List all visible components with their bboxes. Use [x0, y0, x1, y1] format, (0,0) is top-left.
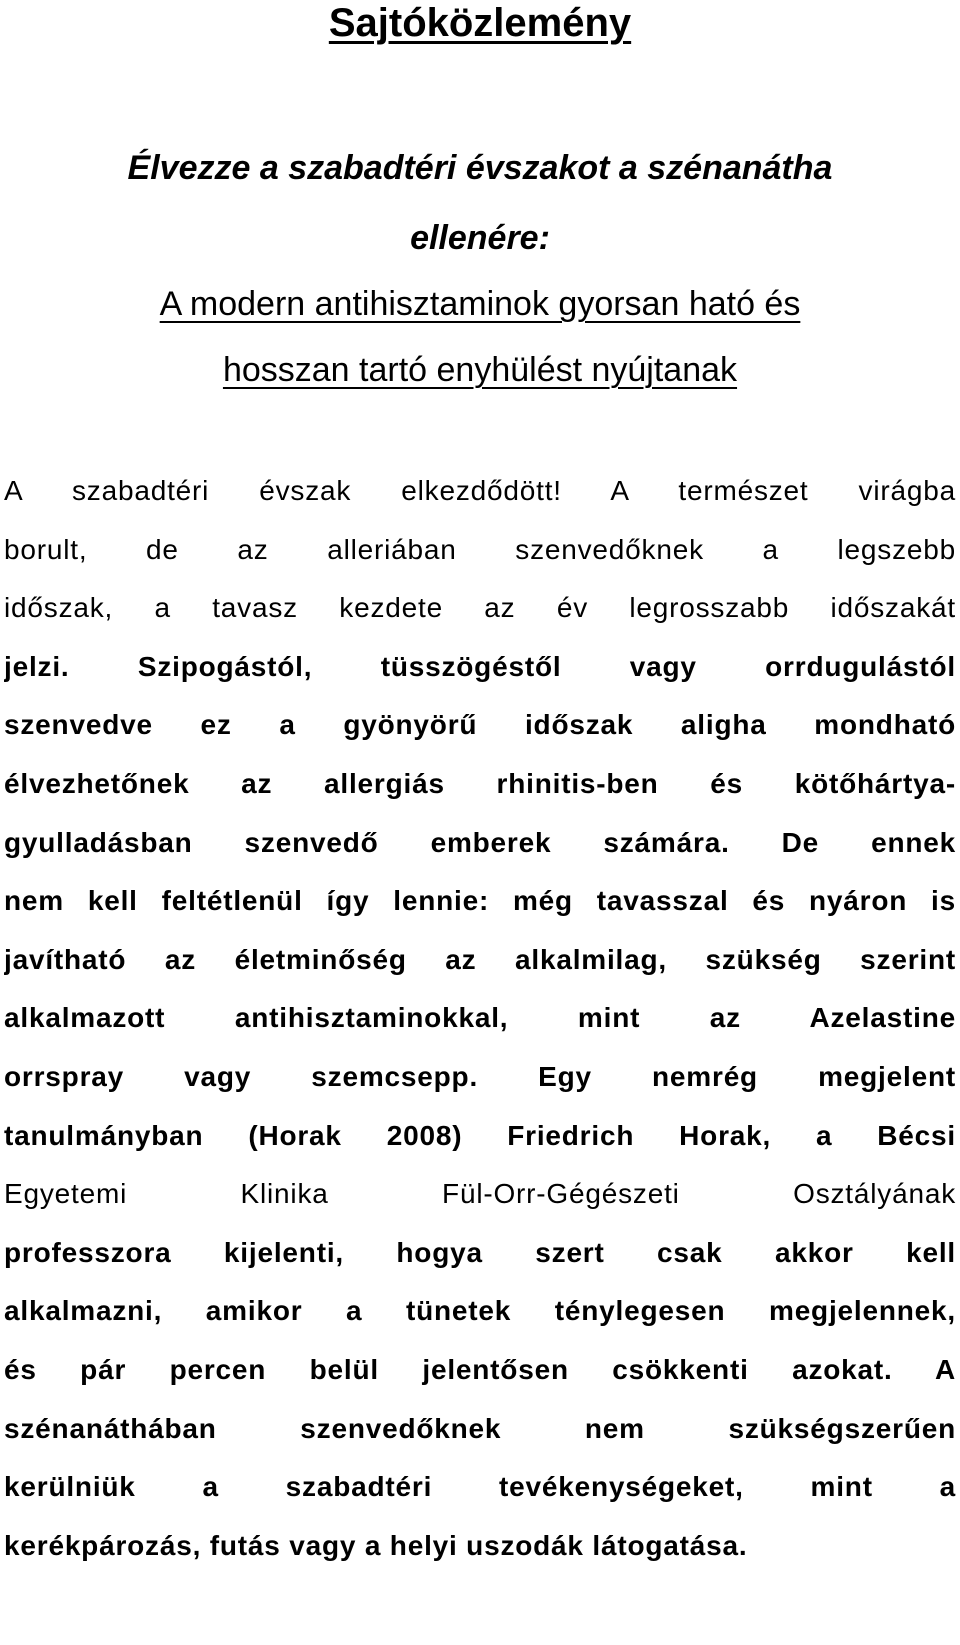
body-line: A szabadtéri évszak elkezdődött! A természet virágba [4, 475, 956, 506]
body-line: kerülniük a szabadtéri tevékenységeket, mint a [4, 1471, 956, 1503]
body-line: időszak, a tavasz kezdete az év legrosszabb időszakát [4, 592, 956, 624]
body-line: javítható az életminőség az alkalmilag, szükség szerint [4, 943, 956, 975]
body-line: jelzi. Szipogástól, tüsszögéstől vagy orrdugulástól [4, 650, 956, 682]
body-line: kerékpározás, futás vagy a helyi uszodák látogatása. [4, 1529, 748, 1561]
body-line: alkalmazott antihisztaminokkal, mint az Azelastine [4, 1002, 956, 1034]
body-text [4, 462, 956, 1575]
body-line: Egyetemi Klinika Fül-Orr-Gégészeti Osztályának [4, 1178, 956, 1210]
headline-line: Élvezze a szabadtéri évszakot a szénanátha [127, 149, 833, 187]
body-line: szenvedve ez a gyönyörű időszak aligha mondható [4, 709, 956, 741]
body-line: orrspray vagy szemcsepp. Egy nemrég megjelent [4, 1060, 956, 1092]
body-line: alkalmazni, amikor a tünetek ténylegesen megjelennek, [4, 1295, 956, 1327]
body-line: tanulmányban (Horak 2008) Friedrich Horak, a Bécsi [4, 1119, 956, 1151]
headline-line: ellenére: [410, 219, 550, 257]
body-line: és pár percen belül jelentősen csökkenti azokat. A [4, 1353, 956, 1385]
body-line: gyulladásban szenvedő emberek számára. De ennek [4, 826, 956, 858]
body-line: szénanáthában szenvedőknek nem szükségszerűen [4, 1412, 956, 1444]
body-line: borult, de az alleriában szenvedőknek a legszebb [4, 533, 956, 565]
subheadline-line: hosszan tartó enyhülést nyújtanak [222, 351, 738, 389]
body-line: professzora kijelenti, hogya szert csak akkor kell [4, 1236, 956, 1268]
document-title: Sajtóközlemény [328, 1, 632, 45]
headline [0, 133, 960, 273]
body-line: nem kell feltétlenül így lennie: még tavasszal és nyáron is [4, 885, 956, 917]
subheadline-line: A modern antihisztaminok gyorsan ható és [159, 285, 801, 323]
body-line: élvezhetőnek az allergiás rhinitis-ben és kötőhártya- [4, 767, 956, 799]
subheadline [0, 271, 960, 403]
